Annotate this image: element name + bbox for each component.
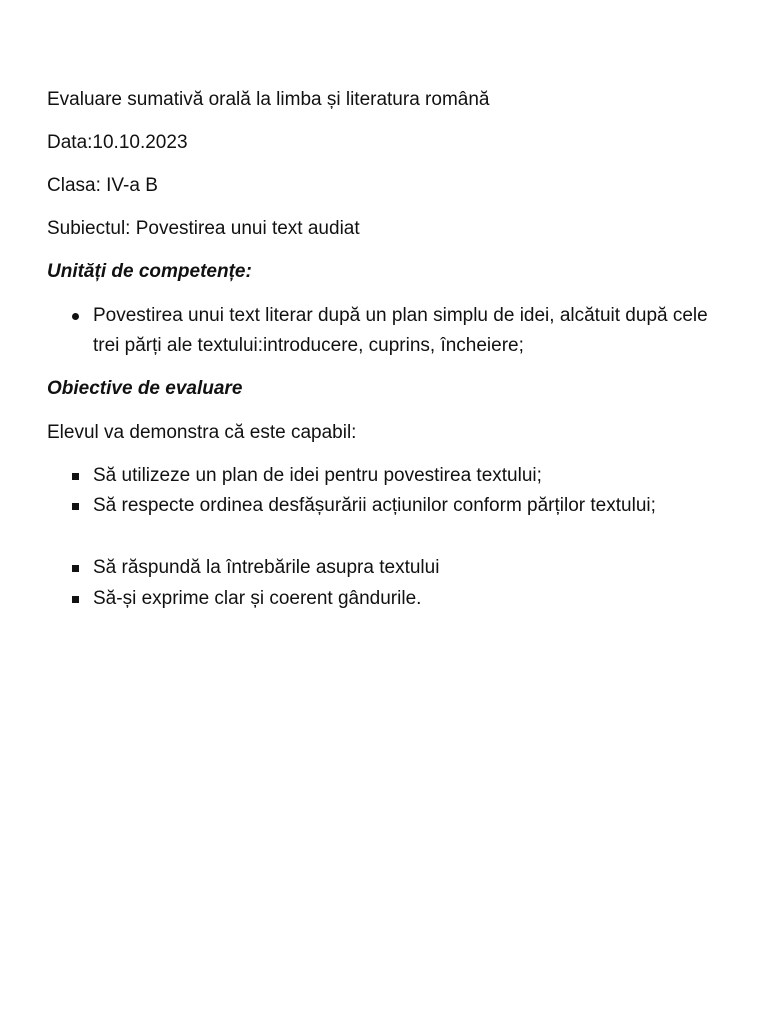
bullet-square-icon	[69, 491, 85, 521]
objective-text: Să-și exprime clar și coerent gândurile.	[93, 588, 422, 609]
objective-list-item	[47, 461, 737, 491]
objective-list-item	[47, 584, 737, 614]
bullet-square-icon	[69, 553, 85, 583]
competence-list-item	[47, 301, 737, 361]
bullet-square-icon	[69, 461, 85, 491]
subject-label: Subiectul: Povestirea unui text audiat	[47, 218, 360, 239]
evaluation-date: Data:10.10.2023	[47, 132, 188, 153]
document-title: Evaluare sumativă orală la limba și literatura română	[47, 89, 490, 110]
competences-heading: Unități de competențe:	[47, 261, 252, 282]
competence-text: Povestirea unui text literar după un plan simplu de idei, alcătuit după cele trei părți ale textului:introducere, cuprins, încheiere;	[93, 305, 708, 356]
class-label: Clasa: IV-a B	[47, 175, 158, 196]
objective-text: Să utilizeze un plan de idei pentru povestirea textului;	[93, 465, 542, 486]
objective-list-item	[47, 491, 737, 521]
objectives-intro: Elevul va demonstra că este capabil:	[47, 422, 357, 443]
objective-text: Să respecte ordinea desfășurării acțiunilor conform părților textului;	[93, 495, 656, 516]
objectives-heading: Obiective de evaluare	[47, 378, 243, 399]
bullet-square-icon	[69, 584, 85, 614]
bullet-dot-icon	[69, 301, 85, 331]
objective-list-item	[47, 553, 737, 583]
objective-text: Să răspundă la întrebările asupra textului	[93, 557, 440, 578]
